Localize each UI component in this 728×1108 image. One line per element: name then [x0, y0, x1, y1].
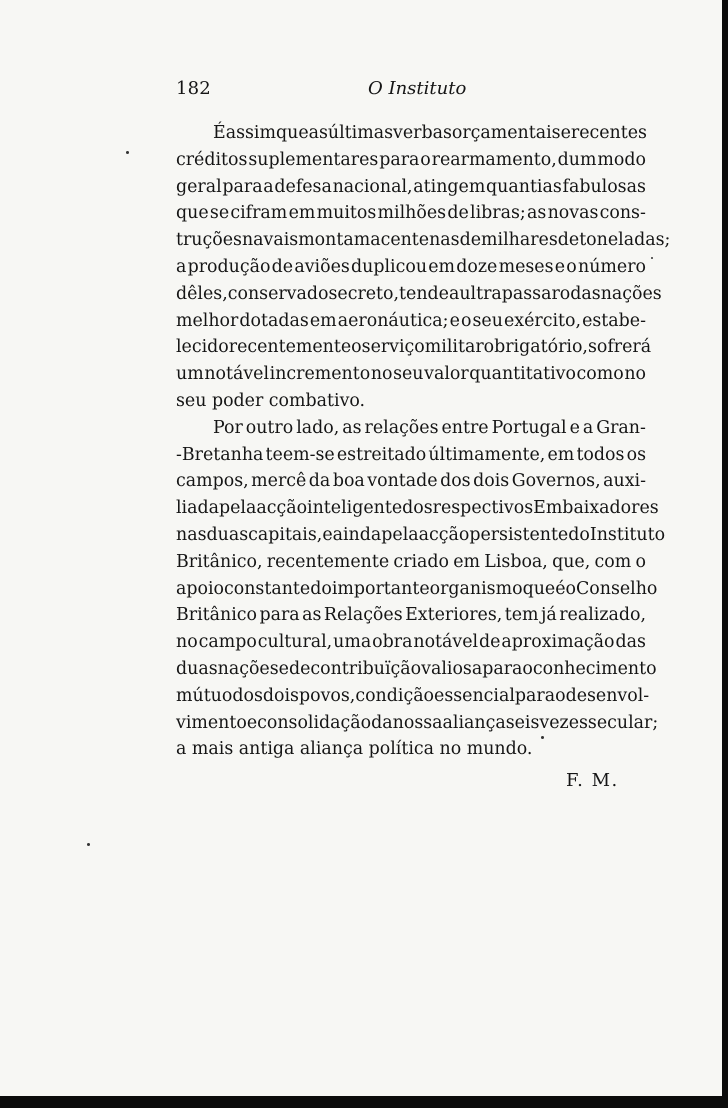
word: geral [176, 176, 222, 197]
word: em [453, 551, 481, 572]
word: pela [219, 498, 257, 519]
word: créditos [176, 149, 248, 170]
word: para [259, 605, 300, 626]
text-line [176, 629, 646, 656]
word: capitais, [248, 524, 323, 545]
print-speck [126, 151, 129, 154]
paragraph [176, 120, 671, 415]
word: Gran- [596, 417, 646, 438]
word: conservado [227, 283, 329, 304]
word: Embaixadores [533, 498, 659, 519]
signature: F. M. [566, 770, 619, 791]
word: tem [504, 605, 539, 626]
word: notável [204, 364, 270, 385]
word: de [447, 203, 469, 224]
word: importante [331, 578, 430, 599]
word: melhor [176, 310, 239, 331]
word: uma [333, 632, 372, 653]
word: centenas [380, 230, 460, 251]
word: das [615, 632, 646, 653]
word: produção [187, 256, 271, 277]
word: obrigatório, [483, 337, 588, 358]
word: e [560, 123, 571, 143]
word: condição [355, 685, 435, 706]
word: nações [600, 283, 662, 304]
page-number: 182 [176, 78, 211, 99]
word: para [222, 176, 263, 197]
word: em [428, 256, 456, 277]
text-line [176, 415, 646, 442]
text-line [176, 495, 659, 522]
text-line [176, 549, 646, 576]
word: apoio [176, 578, 225, 599]
word: recentes [570, 123, 647, 143]
word: dum [557, 149, 597, 170]
word: povos, [298, 685, 356, 706]
word: Conselho [575, 578, 658, 599]
word: seis [505, 712, 540, 733]
word: notável [413, 632, 479, 653]
word: duas [206, 524, 249, 545]
word: duplicou [351, 256, 428, 277]
word: orçamentais [451, 123, 561, 143]
word: e [569, 417, 580, 438]
word: organismo [429, 578, 523, 599]
word: quantias [486, 176, 562, 197]
word: relações [364, 417, 439, 438]
word: vontade [367, 471, 438, 492]
word: a [370, 230, 381, 251]
word: de [557, 230, 580, 251]
text-line [176, 174, 646, 201]
word: nossa [392, 712, 443, 733]
word: acção [418, 524, 470, 545]
word: dos [232, 685, 263, 706]
word: milhares [481, 230, 558, 251]
word: libras; [470, 203, 526, 224]
word: cifram [230, 203, 288, 224]
word: um [176, 364, 204, 385]
text-line [176, 576, 658, 603]
word: dos [402, 498, 433, 519]
word: meses [498, 256, 554, 277]
word: auxi- [603, 471, 646, 492]
word: secreto, [328, 283, 400, 304]
word: respectivos [432, 498, 534, 519]
word: como [576, 364, 624, 385]
word: os [626, 444, 646, 465]
word: de [459, 230, 482, 251]
word: obra [372, 632, 413, 653]
print-speck [541, 736, 544, 739]
word: defesa [274, 176, 332, 197]
word: as [308, 123, 328, 143]
word: -Bretanha [176, 444, 264, 465]
word: assim [225, 123, 276, 143]
word: no [176, 632, 198, 653]
word: estreitado [336, 444, 427, 465]
word: para [379, 149, 420, 170]
text-line [176, 468, 646, 495]
word: vezes [539, 712, 588, 733]
word: contribuïção [310, 658, 422, 679]
word: dotadas [239, 310, 309, 331]
word: para [482, 658, 523, 679]
word: Por [213, 417, 243, 438]
word: dêles, [176, 283, 228, 304]
word: do [568, 524, 590, 545]
word: criado [393, 551, 449, 572]
print-speck [651, 257, 653, 259]
word: mútuo [176, 685, 233, 706]
text-line [176, 442, 646, 469]
word: últimas [327, 123, 394, 143]
word: boa [332, 471, 365, 492]
text-line [176, 656, 657, 683]
text-line [176, 334, 652, 361]
word: Instituto [589, 524, 666, 545]
word: persistente [469, 524, 569, 545]
word: muitos [316, 203, 377, 224]
word: e [554, 256, 566, 277]
text-line [176, 227, 671, 254]
word: inteligente [307, 498, 403, 519]
word: nas [176, 524, 207, 545]
text-line [176, 308, 646, 335]
word: número [578, 256, 646, 277]
word: da [308, 471, 331, 492]
word: seu [393, 364, 424, 385]
word: e [322, 524, 333, 545]
word: estabe- [582, 310, 646, 331]
word: cultural, [257, 632, 333, 653]
word: entre [441, 417, 489, 438]
word: recentemente [228, 337, 352, 358]
word: quantitativo [469, 364, 576, 385]
word: a [176, 256, 187, 277]
text-line: seu poder combativo. [176, 390, 366, 411]
word: seu [472, 310, 503, 331]
word: dois [473, 471, 510, 492]
word: Relações [323, 605, 403, 626]
word: no [624, 364, 646, 385]
word: tende [399, 283, 449, 304]
text-line [176, 254, 646, 281]
word: o [460, 310, 472, 331]
word: acção [256, 498, 308, 519]
word: o [522, 658, 533, 679]
word: que [522, 578, 556, 599]
word: das [570, 283, 601, 304]
word: todos [576, 444, 625, 465]
text-line [176, 602, 646, 629]
text-line [176, 361, 646, 388]
word: e [449, 310, 460, 331]
word: ainda [332, 524, 382, 545]
text-line [176, 281, 662, 308]
word: campo [198, 632, 257, 653]
word: realizado, [559, 605, 646, 626]
word: com [594, 551, 632, 572]
word: já [541, 605, 557, 626]
word: de [288, 658, 311, 679]
word: modo [597, 149, 646, 170]
word: outro [245, 417, 294, 438]
word: o [555, 685, 566, 706]
word: cons- [599, 203, 646, 224]
word: recentemente [266, 551, 390, 572]
word: Governos, [511, 471, 601, 492]
word: se [209, 203, 230, 224]
word: verbas [393, 123, 452, 143]
word: aviões [294, 256, 350, 277]
word: as [302, 605, 322, 626]
word: suplementares [248, 149, 379, 170]
word: teem-se [265, 444, 335, 465]
word: incremento [269, 364, 371, 385]
word: militar [424, 337, 484, 358]
word: Britânico [176, 605, 257, 626]
text-line [176, 683, 650, 710]
word: nacional, [332, 176, 413, 197]
word: rearmamento, [431, 149, 557, 170]
word: o [351, 337, 362, 358]
text-line [176, 120, 646, 147]
text-line [176, 200, 646, 227]
text-line [176, 710, 659, 737]
word: nações [217, 658, 279, 679]
word: toneladas; [579, 230, 671, 251]
word: fabulosas [562, 176, 646, 197]
word: secular; [587, 712, 659, 733]
word: vimento [176, 712, 247, 733]
word: Portugal [491, 417, 567, 438]
word: duas [176, 658, 218, 679]
word: e [278, 658, 289, 679]
word: a [448, 283, 460, 304]
paragraph [176, 415, 666, 763]
word: as [527, 203, 547, 224]
word: de [271, 256, 294, 277]
word: desenvol- [565, 685, 650, 706]
word: e [246, 712, 258, 733]
word: em [547, 444, 575, 465]
word: essencial [434, 685, 515, 706]
word: doze [456, 256, 498, 277]
word: o [566, 256, 577, 277]
word: que [275, 123, 309, 143]
word: que [176, 203, 209, 224]
word: últimamente, [428, 444, 546, 465]
word: lecido [176, 337, 229, 358]
word: milhões [377, 203, 447, 224]
print-speck [87, 843, 90, 846]
word: lado, [296, 417, 340, 438]
word: valiosa [421, 658, 483, 679]
running-title: O Instituto [368, 78, 467, 99]
word: exército, [504, 310, 581, 331]
word: a [582, 417, 594, 438]
word: constante [224, 578, 311, 599]
word: aproximação [501, 632, 615, 653]
word: valor [424, 364, 469, 385]
word: o [565, 578, 576, 599]
word: Lisboa, [484, 551, 548, 572]
word: o [635, 551, 646, 572]
word: o [559, 283, 571, 304]
word: a [263, 176, 274, 197]
word: do [310, 578, 332, 599]
body-text [176, 120, 671, 763]
text-line: a mais antiga aliança política no mundo. [176, 739, 533, 760]
word: da [371, 712, 393, 733]
word: em [288, 203, 316, 224]
word: que, [552, 551, 591, 572]
word: montam [298, 230, 371, 251]
word: mercê [251, 471, 307, 492]
word: liada [176, 498, 219, 519]
word: em [309, 310, 337, 331]
word: ultrapassar [459, 283, 560, 304]
word: truções [176, 230, 242, 251]
word: É [213, 123, 226, 143]
text-line [176, 522, 666, 549]
word: o [420, 149, 431, 170]
word: consolidação [257, 712, 372, 733]
word: as [342, 417, 362, 438]
word: atingem [413, 176, 486, 197]
word: é [555, 578, 566, 599]
word: serviço [361, 337, 425, 358]
word: sofrerá [587, 337, 652, 358]
word: campos, [176, 471, 249, 492]
word: para [514, 685, 556, 706]
word: dois [262, 685, 299, 706]
word: navais [241, 230, 299, 251]
word: novas [547, 203, 599, 224]
word: aeronáutica; [337, 310, 449, 331]
page-header [176, 78, 646, 106]
word: de [479, 632, 501, 653]
word: dos [440, 471, 471, 492]
word: pela [381, 524, 419, 545]
text-line [176, 147, 646, 174]
word: Exteriores, [405, 605, 503, 626]
word: conhecimento [532, 658, 657, 679]
word: no [370, 364, 393, 385]
word: aliança [442, 712, 506, 733]
word: Britânico, [176, 551, 263, 572]
